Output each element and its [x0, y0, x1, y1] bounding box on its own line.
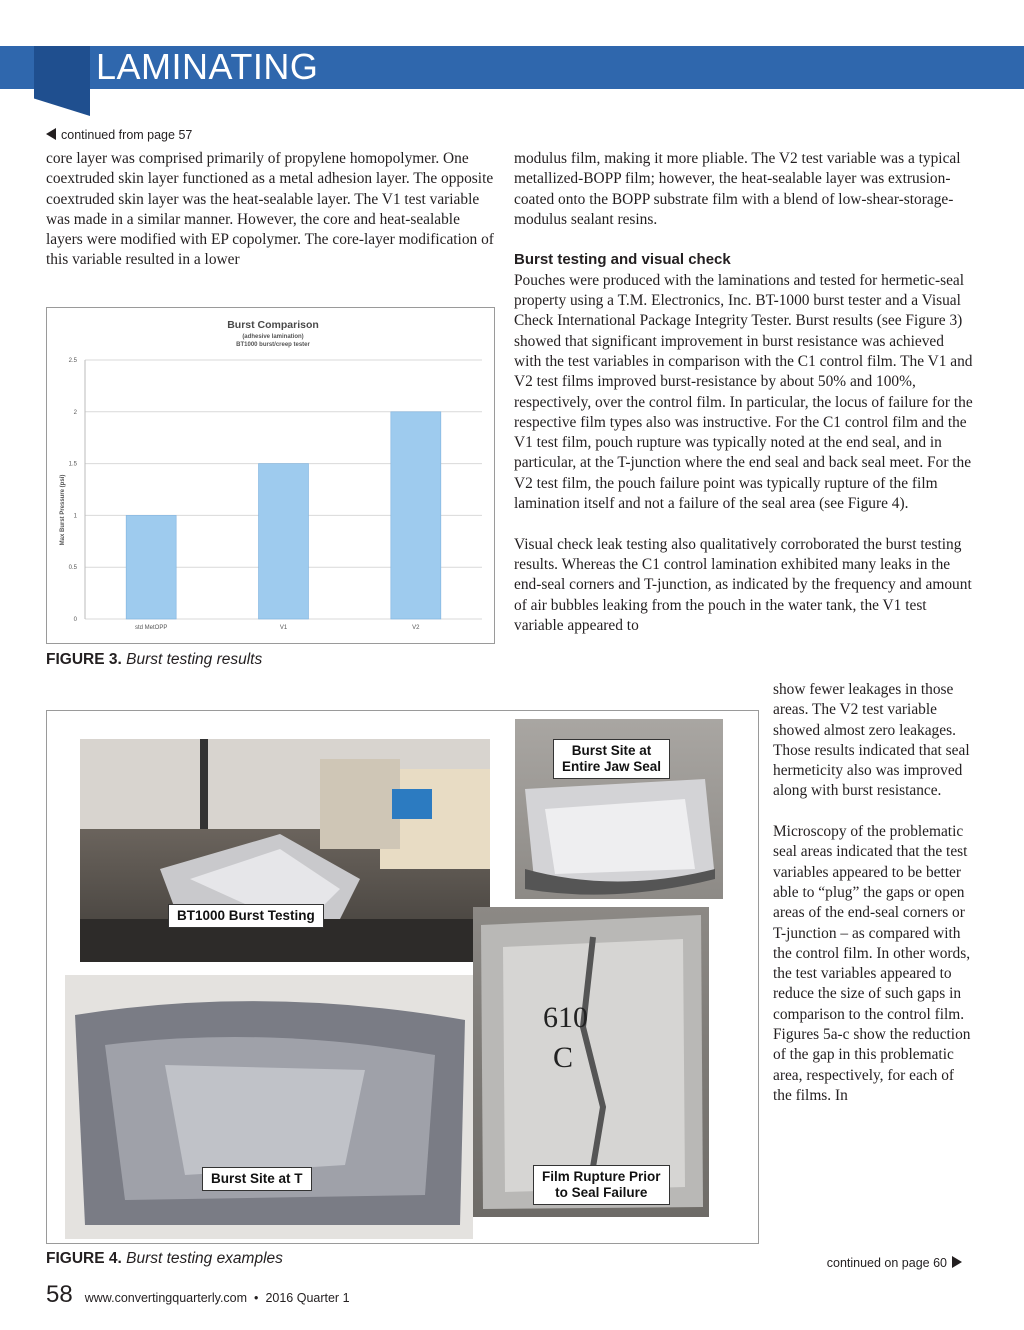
- left-column-text: core layer was comprised primarily of propylene homopolymer. One coextruded skin layer functioned as a metal adhesion layer. The opposite coextruded skin layer was the heat-sealable layer. The V1 test variable was made in a similar manner. However, the core and heat-sealable layers were modified with EP copolymer. The core-layer modification of this variable resulted in a lower: [46, 150, 494, 269]
- pouch-handwriting: C: [553, 1041, 574, 1074]
- triangle-right-icon: [952, 1256, 962, 1268]
- figure-3-chart: [46, 307, 495, 644]
- photo-label: Burst Site at Entire Jaw Seal: [553, 739, 670, 779]
- footer-website[interactable]: www.convertingquarterly.com: [84, 1291, 248, 1305]
- pouch-handwriting: 610: [543, 1001, 588, 1034]
- paragraph: show fewer leakages in those areas. The V2 test variable showed almost zero leakages. Those results indicated that seal hermeticity also was improved along with burst resistance.: [773, 681, 970, 800]
- chart-x-tick-label: V1: [279, 625, 288, 631]
- subheading: Burst testing and visual check: [514, 251, 731, 269]
- photo-illustration: [80, 739, 490, 962]
- chart-subtitle-1: (adhesive lamination): [242, 334, 304, 340]
- paragraph: Visual check leak testing also qualitatively corroborated the burst testing results. Whereas the C1 control lamination exhibited many leaks in the end-seal corners and T-junction, as indicated by the frequency and amount of air bubbles leaking from the pouch in the water tank, the V1 test variable appeared to: [514, 535, 972, 634]
- chart-y-tick-label: 1: [73, 513, 77, 520]
- narrow-column: [773, 680, 973, 1127]
- burst-comparison-chart: [47, 308, 494, 643]
- page-number: 58: [46, 1281, 73, 1308]
- photo-burst-site-at-t: [65, 975, 473, 1239]
- chart-title: Burst Comparison: [227, 319, 319, 331]
- chart-bar: [391, 412, 441, 619]
- chart-y-tick-label: 0.5: [68, 565, 77, 572]
- chart-bar: [259, 464, 309, 619]
- chart-y-tick-label: 0: [73, 617, 77, 623]
- chart-bar: [126, 515, 176, 619]
- photo-film-rupture: [473, 907, 709, 1217]
- paragraph: modulus film, making it more pliable. The V2 test variable was a typical metallized-BOPP film; however, the heat-sealable layer was extrusion-coated onto the BOPP substrate film with a blend of low-shear-storage-modulus sealant resins.: [514, 150, 961, 228]
- paragraph: Microscopy of the problematic seal areas indicated that the test variables appeared to be better able to “plug” the gaps or open areas of the end-seal corners or T-junction – as compared with the control film. In other words, the test variables appeared to reduce the size of such gaps in comparison to the control film. Figures 5a-c show the reduction of the gap in this problematic area, respectively, for each of the films. In: [773, 823, 971, 1104]
- photo-label: BT1000 Burst Testing: [168, 904, 324, 928]
- figure-4-caption: FIGURE 4. Burst testing examples: [46, 1250, 283, 1267]
- page-footer: [46, 1282, 350, 1308]
- paragraph: Pouches were produced with the laminations and tested for hermetic-seal property using a T.M. Electronics, Inc. BT-1000 burst tester and a Visual Check International Package Integrity Tester. Burst results (see Figure 3) showed that significant improvement in burst resistance was achieved with the test variables in comparison with the C1 control film. The V1 and V2 test films improved burst-resistance by about 50% and 100%, respectively, over the control film. In particular, the locus of failure for the respective film types also was instructive. For the C1 control film and the V1 test film, pouch rupture was typically noted at the end seal, and in particular, at the T-junction where the end seal and back seal meet. For the V2 test film, the pouch failure point was typically rupture of the film lamination itself and not a failure of the seal area (see Figure 4).: [514, 271, 973, 513]
- chart-y-tick-label: 2: [73, 409, 77, 416]
- chart-y-tick-label: 2.5: [68, 358, 77, 364]
- triangle-left-icon: [46, 128, 56, 140]
- section-header-tab: [34, 46, 90, 116]
- figure-3-caption: FIGURE 3. Burst testing results: [46, 651, 263, 668]
- figure-4-photos: [46, 710, 759, 1244]
- photo-label: Film Rupture Prior to Seal Failure: [533, 1165, 670, 1205]
- chart-y-axis-label: Max Burst Pressure (psi): [60, 474, 66, 546]
- footer-issue: 2016 Quarter 1: [265, 1291, 350, 1305]
- right-column: [514, 149, 974, 656]
- section-title: LAMINATING: [96, 46, 319, 87]
- footer-bullet: •: [254, 1291, 259, 1305]
- chart-x-tick-label: std MetOPP: [134, 625, 168, 631]
- photo-label: Burst Site at T: [202, 1167, 312, 1191]
- continued-from: continued from page 57: [46, 128, 192, 142]
- chart-y-tick-label: 1.5: [68, 461, 77, 468]
- chart-subtitle-2: BT1000 burst/creep tester: [236, 342, 310, 348]
- photo-illustration: [65, 975, 473, 1239]
- chart-x-tick-label: V2: [412, 625, 420, 631]
- continued-on: continued on page 60: [827, 1256, 962, 1270]
- photo-burst-site-jaw-seal: [515, 719, 723, 899]
- photo-bt1000-burst-testing: [80, 739, 490, 962]
